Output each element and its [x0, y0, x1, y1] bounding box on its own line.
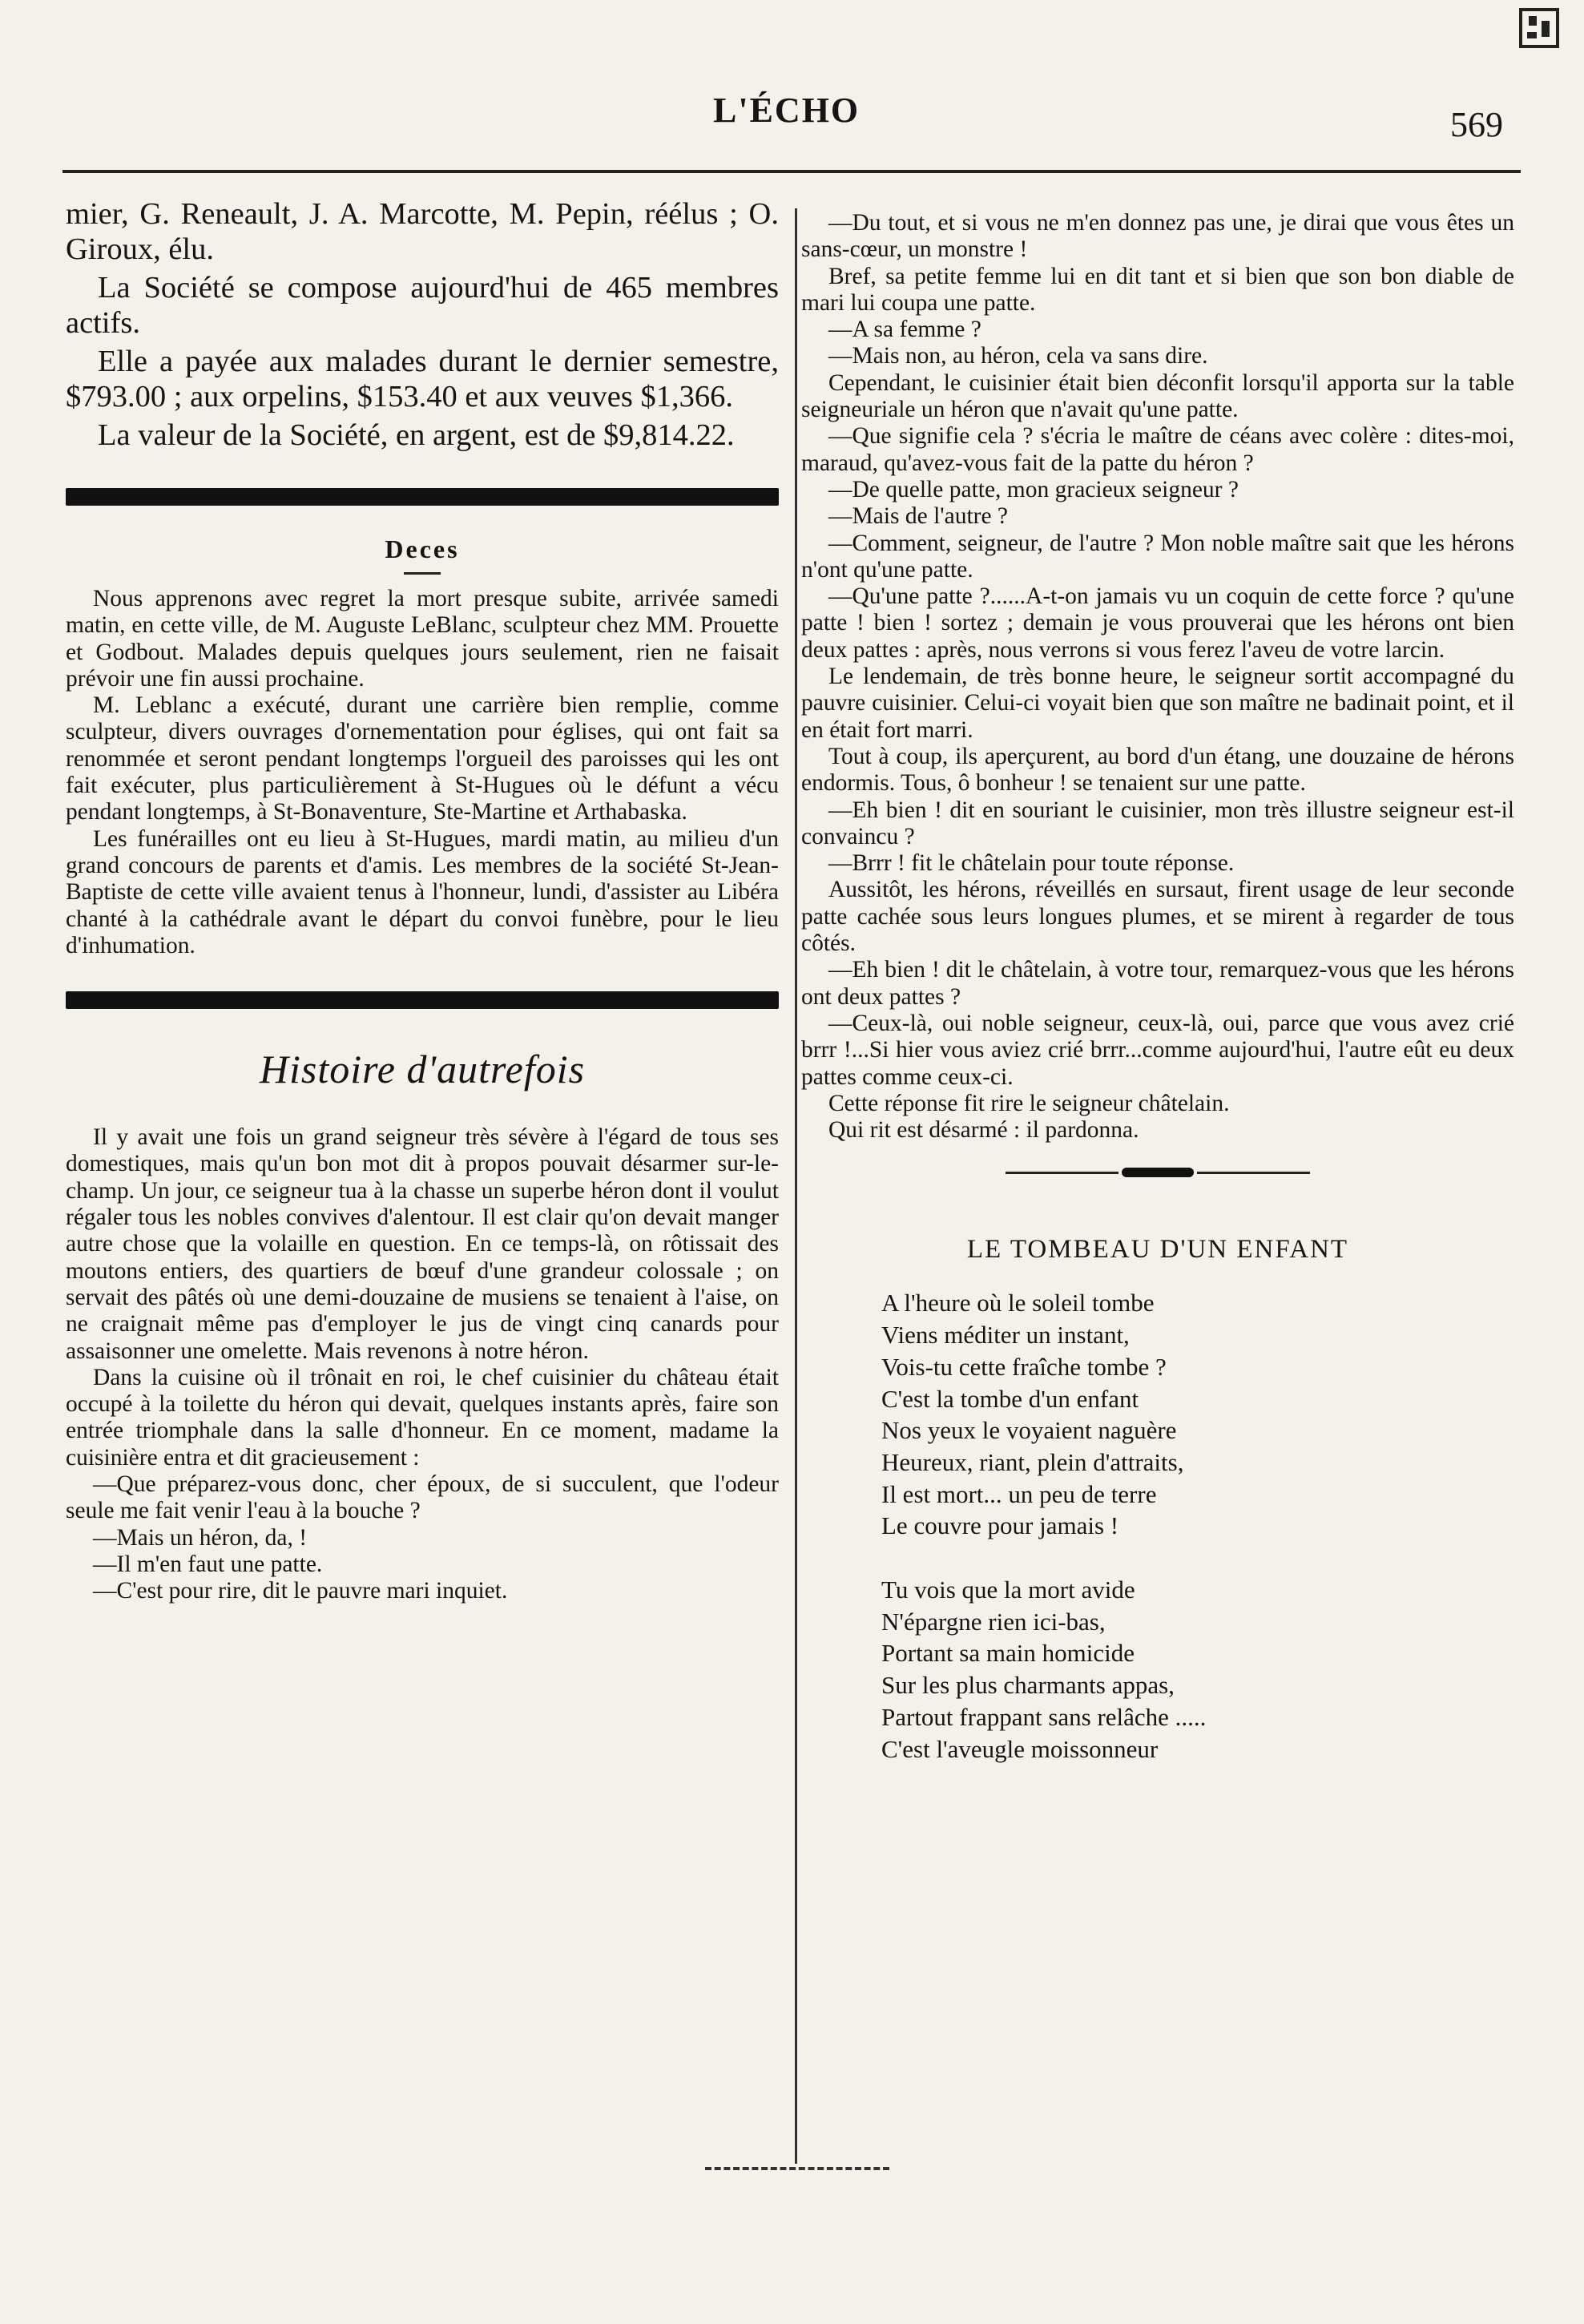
article-paragraph: —Que préparez-vous donc, cher époux, de si succulent, que l'odeur seule me fait venir l'eau à la bouche ? — [66, 1471, 779, 1524]
page-number: 569 — [1450, 105, 1503, 144]
poem-line: Sur les plus charmants appas, — [881, 1671, 1175, 1700]
histoire-article — [66, 1124, 779, 1604]
society-paragraph: La valeur de la Société, en argent, est de $9,814.22. — [98, 418, 735, 452]
article-paragraph: Il y avait une fois un grand seigneur très sévère à l'égard de tous ses domestiques, mais qu'un bon mot dit à propos pouvait désarmer sur-le-champ. Un jour, ce seigneur tua à la chasse un superbe héron dont il voulut régaler tous les nobles convives d'alentour. Il est clair qu'on devait manger autre chose que la volaille en question. En ce temps-là, on rôtissait des moutons entiers, des quartiers de bœuf d'une grandeur colossale ; on servait des pâtés où une demi-douzaine de musiens se tenaient à l'aise, on ne craignait même pas d'employer le jus de vingt cinq canards pour assaisonner une omelette. Mais revenons à notre héron. — [66, 1124, 779, 1364]
article-paragraph: Cependant, le cuisinier était bien déconfit lorsqu'il apporta sur la table seigneuriale un héron que n'avait qu'une patte. — [801, 369, 1514, 423]
article-paragraph: —Mais de l'autre ? — [828, 503, 1009, 530]
article-paragraph: Dans la cuisine où il trônait en roi, le chef cuisinier du château était occupé à la toilette du héron qui devait, quelques instants après, faire son entrée triomphale dans la salle d'honneur. En ce moment, madame la cuisinière entra et dit gracieusement : — [66, 1364, 779, 1471]
article-paragraph: —Eh bien ! dit le châtelain, à votre tour, remarquez-vous que les hérons ont deux pattes ? — [801, 957, 1514, 1010]
article-paragraph: —Il m'en faut une patte. — [93, 1551, 323, 1577]
poem-line: Partout frappant sans relâche ..... — [881, 1702, 1207, 1731]
left-column — [66, 196, 779, 1605]
article-paragraph: —Du tout, et si vous ne m'en donnez pas une, je dirai que vous êtes un sans-cœur, un monstre ! — [801, 210, 1514, 263]
article-paragraph: —Eh bien ! dit en souriant le cuisinier, mon très illustre seigneur est-il convaincu ? — [801, 797, 1514, 849]
article-paragraph: —De quelle patte, mon gracieux seigneur ? — [828, 476, 1239, 502]
poem-line: C'est la tombe d'un enfant — [881, 1384, 1139, 1413]
poem-line: N'épargne rien ici-bas, — [881, 1607, 1106, 1636]
poem-line: Vois-tu cette fraîche tombe ? — [881, 1352, 1167, 1381]
poem-line: Heureux, riant, plein d'attraits, — [881, 1447, 1184, 1476]
article-paragraph: —Que signifie cela ? s'écria le maître de céans avec colère : dites-moi, maraud, qu'avez-vous fait de la patte du héron ? — [801, 423, 1514, 476]
ornament-line — [1006, 1172, 1118, 1174]
section-separator — [66, 488, 779, 506]
poem-line: Nos yeux le voyaient naguère — [881, 1416, 1177, 1445]
heading-rule — [404, 572, 441, 575]
article-paragraph: Nous apprenons avec regret la mort presque subite, arrivée samedi matin, en cette ville, de M. Auguste LeBlanc, sculpteur chez MM. Prouette et Godbout. Malades depuis quelques jours seulement, rien ne faisait prévoir une fin aussi prochaine. — [66, 586, 779, 692]
article-paragraph: Bref, sa petite femme lui en dit tant et si bien que son bon diable de mari lui coupa une patte. — [801, 263, 1514, 316]
deces-heading: Deces — [385, 535, 460, 563]
section-separator — [66, 991, 779, 1009]
article-paragraph: —Comment, seigneur, de l'autre ? Mon noble maître sait que les hérons n'ont qu'une patte. — [801, 530, 1514, 583]
poem-line: A l'heure où le soleil tombe — [881, 1289, 1155, 1317]
article-paragraph: Les funérailles ont eu lieu à St-Hugues, mardi matin, au milieu d'un grand concours de parents et d'amis. Les membres de la société St-Jean-Baptiste de cette ville avaient tenus à l'honneur, lundi, d'assister au Libéra chanté à la cathédrale avant le départ du convoi funèbre, pour le lieu d'inhumation. — [66, 825, 779, 958]
poem-line: Portant sa main homicide — [881, 1639, 1135, 1668]
ornament-line — [1197, 1172, 1310, 1174]
ornamental-separator — [1006, 1168, 1310, 1177]
histoire-continued — [801, 210, 1514, 1144]
article-paragraph: —C'est pour rire, dit le pauvre mari inquiet. — [93, 1578, 508, 1604]
poem-line: C'est l'aveugle moissonneur — [881, 1734, 1159, 1763]
article-paragraph: Tout à coup, ils aperçurent, au bord d'un étang, une douzaine de hérons endormis. Tous, ô bonheur ! se tenaient sur une patte. — [801, 743, 1514, 797]
article-paragraph: —Mais un héron, da, ! — [93, 1524, 308, 1551]
page-bottom-rule — [705, 2167, 889, 2170]
society-paragraph: mier, G. Reneault, J. A. Marcotte, M. Pepin, réélus ; O. Giroux, élu. — [66, 197, 779, 266]
article-paragraph: Qui rit est désarmé : il pardonna. — [828, 1117, 1139, 1144]
article-paragraph: —Qu'une patte ?......A-t-on jamais vu un coquin de cette force ? qu'une patte ! bien ! sortez ; demain je vous prouverai que les hérons ont bien deux pattes : après, nous verrons si vous ferez l'aveu de votre larcin. — [801, 583, 1514, 663]
poem — [881, 1287, 1514, 1765]
article-paragraph: —Brrr ! fit le châtelain pour toute réponse. — [828, 850, 1235, 877]
article-paragraph: —Mais non, au héron, cela va sans dire. — [828, 343, 1208, 369]
article-paragraph: —Ceux-là, oui noble seigneur, ceux-là, oui, parce que vous avez crié brrr !...Si hier vous aviez crié brrr...comme aujourd'hui, l'autre eût eu deux pattes comme ceux-ci. — [801, 1010, 1514, 1090]
poem-line: Tu vois que la mort avide — [881, 1576, 1135, 1604]
histoire-heading: Histoire d'autrefois — [259, 1047, 586, 1092]
article-paragraph: Cette réponse fit rire le seigneur châtelain. — [828, 1090, 1230, 1116]
poem-line: Viens méditer un instant, — [881, 1321, 1130, 1350]
article-paragraph: M. Leblanc a exécuté, durant une carrière bien remplie, comme sculpteur, divers ouvrages d'ornementation pour églises, qui ont fait sa renommée et seront pendant longtemps l'orgueil des paroisses qui les ont fait exécuter, plus particulièrement à St-Hugues où le défunt a vécu pendant longtemps, à St-Bonaventure, Ste-Martine et Arthabaska. — [66, 692, 779, 825]
stanza-break — [881, 1542, 1514, 1574]
right-column — [801, 210, 1514, 1765]
article-paragraph: Aussitôt, les hérons, réveillés en sursaut, firent usage de leur seconde patte cachée sous leurs longues plumes, et se mirent à regarder de tous côtés. — [801, 877, 1514, 957]
poem-heading: LE TOMBEAU D'UN ENFANT — [966, 1235, 1349, 1265]
newspaper-title: L'ÉCHO — [713, 91, 861, 130]
society-paragraph: Elle a payée aux malades durant le dernier semestre, $793.00 ; aux orpelins, $153.40 et aux veuves $1,366. — [66, 345, 779, 414]
poem-line: Le couvre pour jamais ! — [881, 1511, 1119, 1540]
ornament-center — [1122, 1168, 1194, 1177]
article-paragraph: —A sa femme ? — [828, 317, 981, 343]
deces-article — [66, 586, 779, 959]
society-report — [66, 196, 779, 453]
header-rule — [62, 170, 1521, 173]
stamp-mark-icon — [1516, 5, 1562, 51]
society-paragraph: La Société se compose aujourd'hui de 465 membres actifs. — [66, 271, 779, 340]
article-paragraph: Le lendemain, de très bonne heure, le seigneur sortit accompagné du pauvre cuisinier. Celui-ci voyait bien que son maître ne badinait point, et il en était fort marri. — [801, 664, 1514, 743]
poem-line: Il est mort... un peu de terre — [881, 1479, 1157, 1508]
column-divider — [795, 208, 797, 2164]
